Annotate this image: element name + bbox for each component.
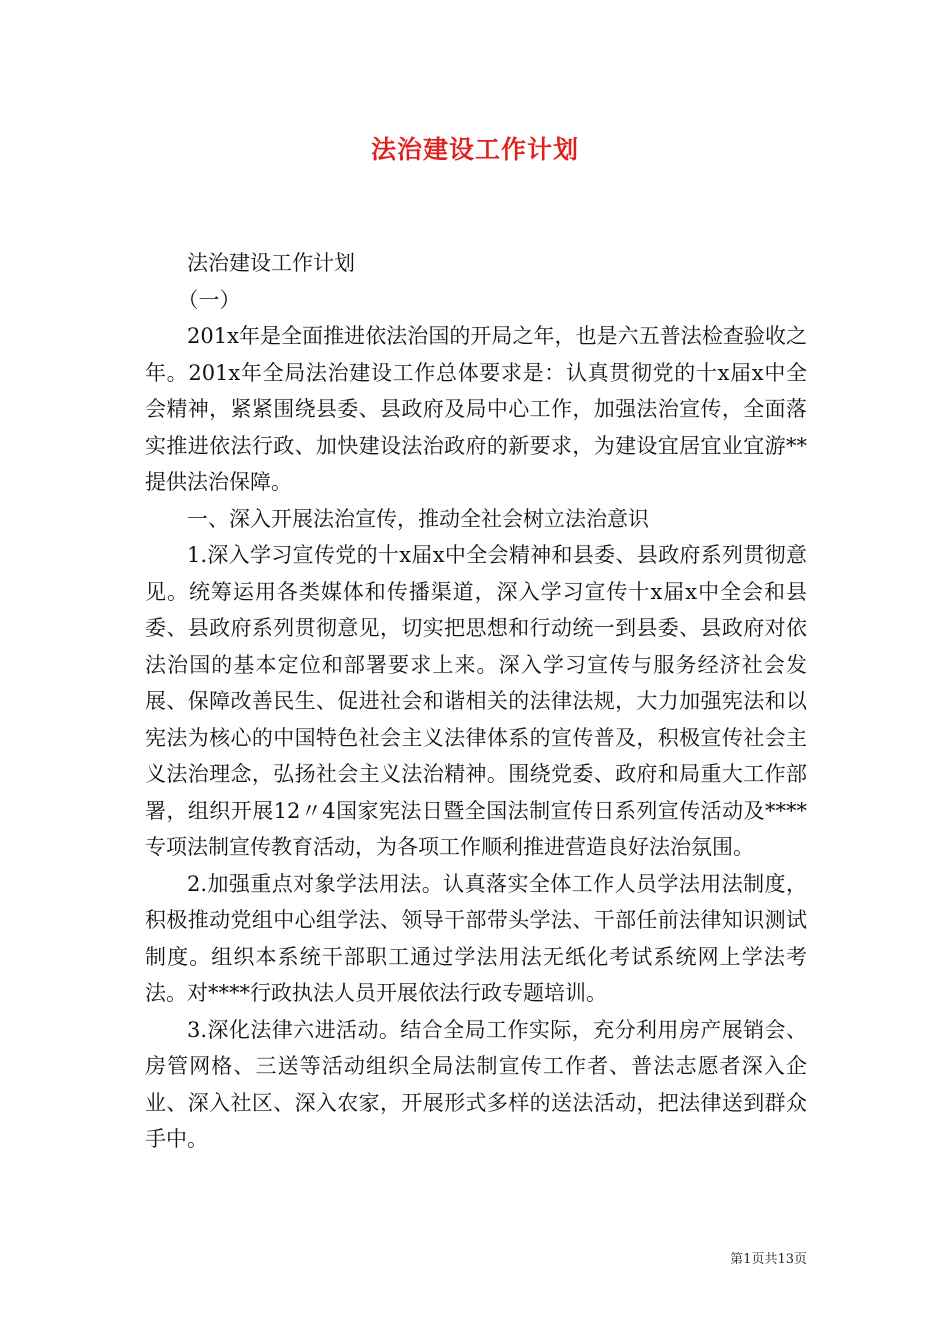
page-number: 第1页共13页: [730, 1252, 807, 1267]
document-title: 法治建设工作计划: [370, 135, 579, 164]
section-heading-1: 一、深入开展法治宣传，推动全社会树立法治意识: [187, 506, 649, 531]
paragraph-intro: 201x年是全面推进依法治国的开局之年，也是六五普法检查验收之年。201x年全局法治建设工作总体要求是：认真贯彻党的十x届x中全会精神，紧紧围绕县委、县政府及局中心工作，加强法治宣传，全面落实推进依法行政、加快建设法治政府的新要求，为建设宜居宜业宜游**提供法治保障。: [145, 324, 807, 494]
document-heading: 法治建设工作计划: [187, 251, 355, 275]
paragraph-item-1: 1.深入学习宣传党的十x届x中全会精神和县委、县政府系列贯彻意见。统筹运用各类媒体和传播渠道，深入学习宣传十x届x中全会和县委、县政府系列贯彻意见，切实把思想和行动统一到县委、县政府对依法治国的基本定位和部署要求上来。深入学习宣传与服务经济社会发展、保障改善民生、促进社会和谐相关的法律法规，大力加强宪法和以宪法为核心的中国特色社会主义法律体系的宣传普及，积极宣传社会主义法治理念，弘扬社会主义法治精神。围绕党委、政府和局重大工作部署，组织开展12〃4国家宪法日暨全国法制宣传日系列宣传活动及****专项法制宣传教育活动，为各项工作顺利推进营造良好法治氛围。: [145, 543, 807, 859]
document-body: [145, 245, 807, 1158]
document-subheading: （一）: [177, 287, 241, 312]
paragraph-item-3: 3.深化法律六进活动。结合全局工作实际，充分利用房产展销会、房管网格、三送等活动组织全局法制宣传工作者、普法志愿者深入企业、深入社区、深入农家，开展形式多样的送法活动，把法律送到群众手中。: [145, 1017, 807, 1151]
paragraph-item-2: 2.加强重点对象学法用法。认真落实全体工作人员学法用法制度，积极推动党组中心组学法、领导干部带头学法、干部任前法律知识测试制度。组织本系统干部职工通过学法用法无纸化考试系统网上学法考法。对****行政执法人员开展依法行政专题培训。: [145, 871, 807, 1005]
